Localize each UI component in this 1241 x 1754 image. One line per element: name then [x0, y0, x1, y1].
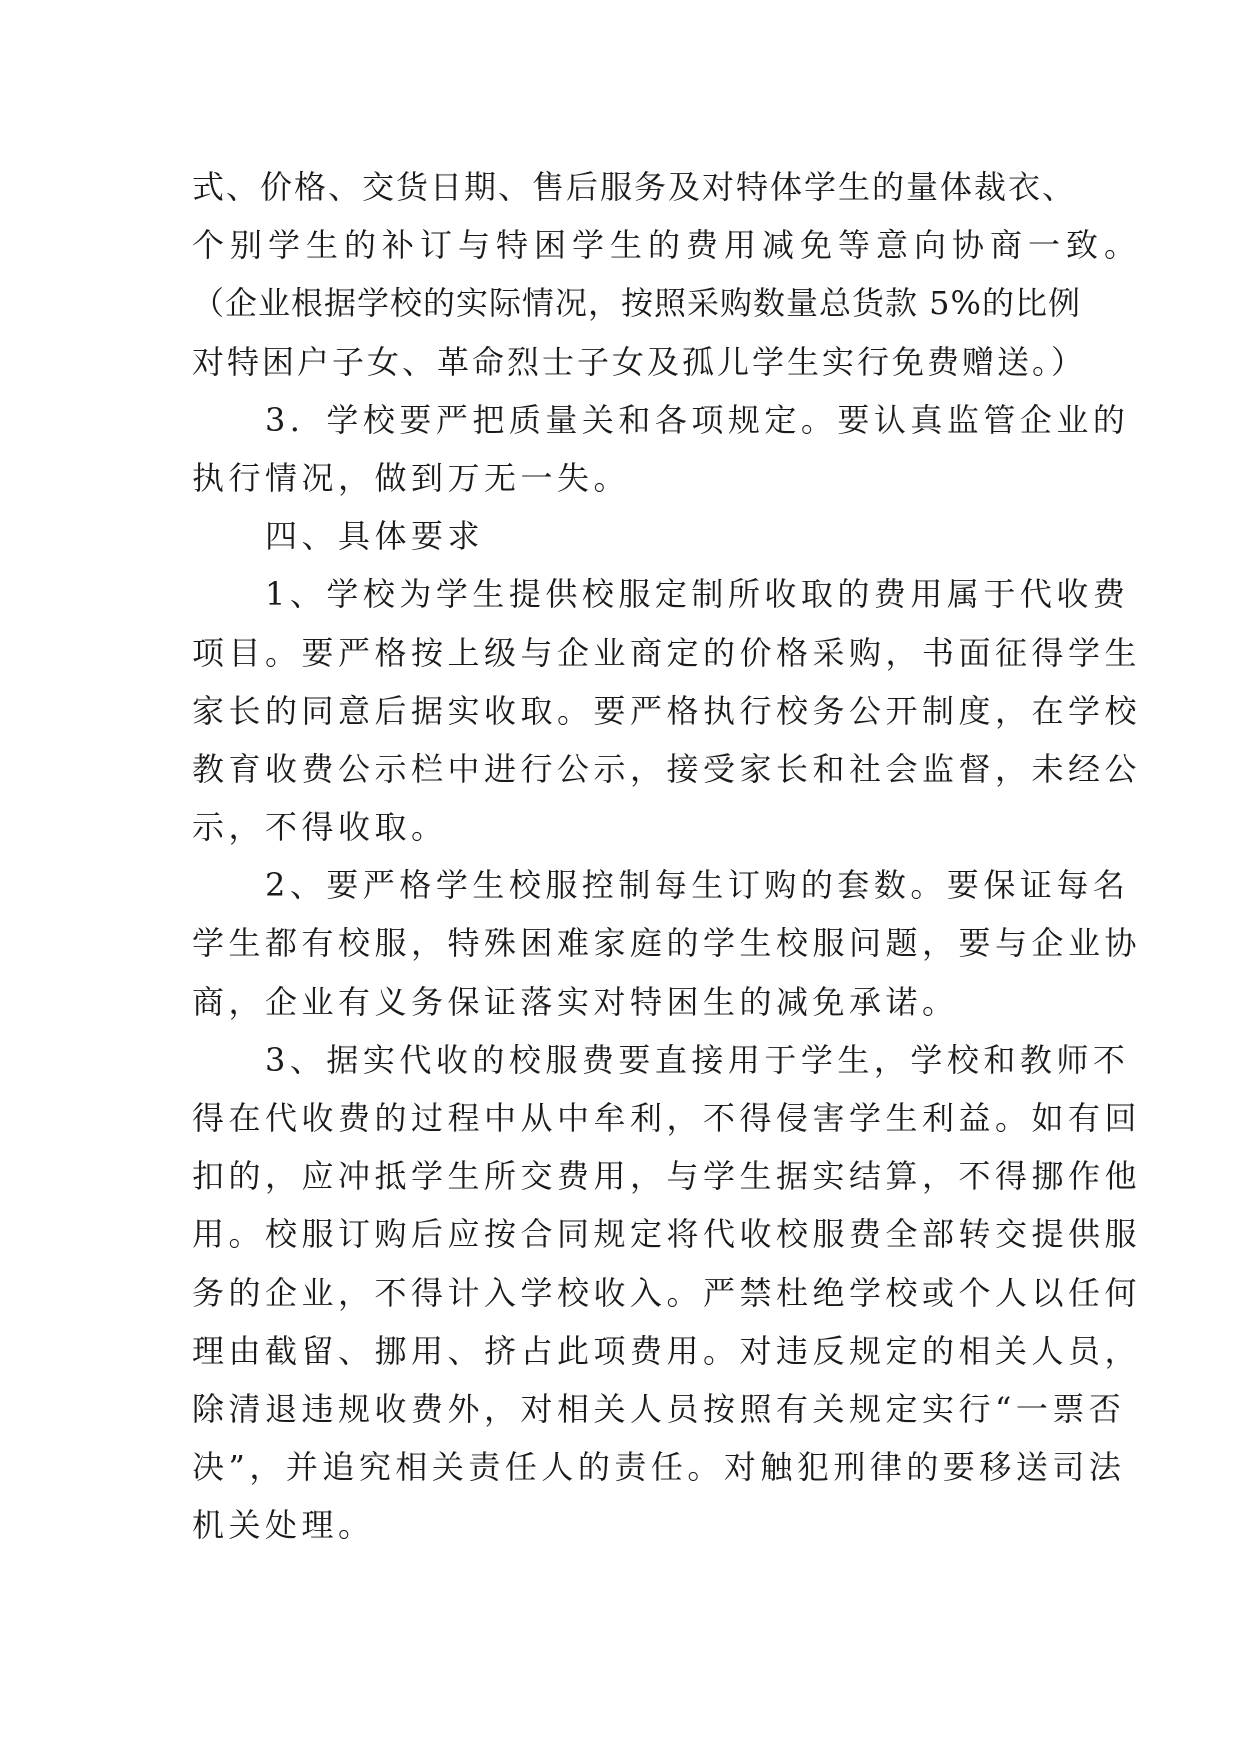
text-line: 学生都有校服，特殊困难家庭的学生校服问题，要与企业协 — [192, 924, 1142, 963]
text-line: 家长的同意后据实收取。要严格执行校务公开制度，在学校 — [192, 691, 1142, 730]
text-line: 决”，并追究相关责任人的责任。对触犯刑律的要移送司法 — [192, 1448, 1126, 1487]
text-line: 示，不得收取。 — [192, 808, 448, 847]
text-line: 商，企业有义务保证落实对特困生的减免承诺。 — [192, 982, 959, 1021]
text-line: 得在代收费的过程中从中牟利，不得侵害学生利益。如有回 — [192, 1099, 1142, 1137]
text-line: 机关处理。 — [192, 1506, 375, 1545]
text-line: （企业根据学校的实际情况，按照采购数量总货款 5%的比例 — [192, 284, 1081, 323]
document-body — [192, 158, 1143, 1555]
text-line: 用。校服订购后应按合同规定将代收校服费全部转交提供服 — [192, 1215, 1142, 1254]
text-line: 个别学生的补订与特困学生的费用减免等意向协商一致。 — [192, 226, 1143, 265]
text-line: 务的企业，不得计入学校收入。严禁杜绝学校或个人以任何 — [192, 1273, 1142, 1312]
text-line: 项目。要严格按上级与企业商定的价格采购，书面征得学生 — [192, 633, 1142, 672]
text-line: 对特困户子女、革命烈士子女及孤儿学生实行免费赠送。） — [192, 342, 1087, 381]
text-line: 3．学校要严把质量关和各项规定。要认真监管企业的 — [192, 400, 1130, 439]
text-line: 3、据实代收的校服费要直接用于学生，学校和教师不 — [192, 1040, 1130, 1079]
text-line: 执行情况，做到万无一失。 — [192, 458, 631, 497]
text-line: 除清退违规收费外，对相关人员按照有关规定实行“一票否 — [192, 1389, 1126, 1428]
section-heading: 四、具体要求 — [192, 517, 485, 556]
text-line: 1、学校为学生提供校服定制所收取的费用属于代收费 — [192, 575, 1130, 614]
text-line: 扣的，应冲抵学生所交费用，与学生据实结算，不得挪作他 — [192, 1157, 1142, 1196]
text-line: 2、要严格学生校服控制每生订购的套数。要保证每名 — [192, 866, 1130, 905]
text-line: 教育收费公示栏中进行公示，接受家长和社会监督，未经公 — [192, 749, 1142, 788]
text-line: 理由截留、挪用、挤占此项费用。对违反规定的相关人员， — [192, 1331, 1142, 1370]
text-line: 式、价格、交货日期、售后服务及对特体学生的量体裁衣、 — [192, 168, 1077, 206]
